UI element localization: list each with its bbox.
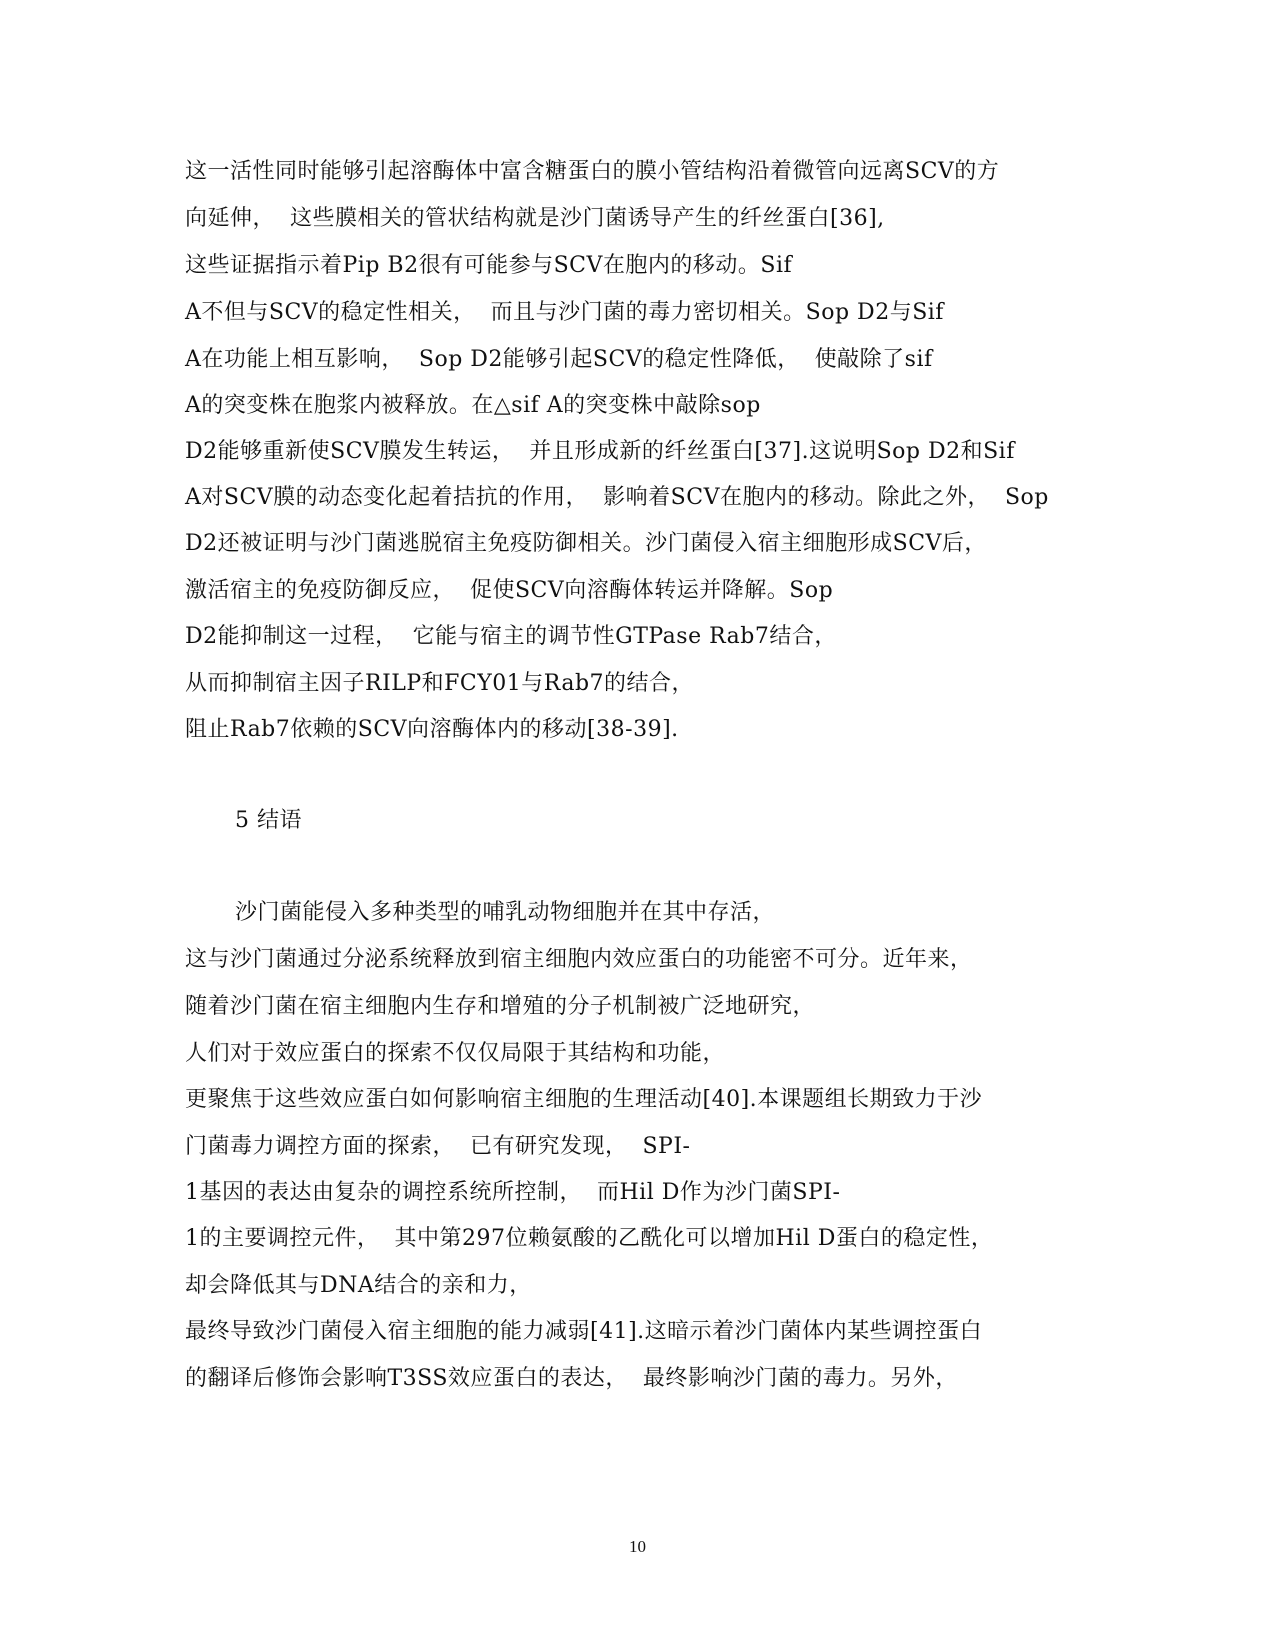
text-line: 随着沙门菌在宿主细胞内生存和增殖的分子机制被广泛地研究，	[185, 994, 816, 1019]
text-line: D2能够重新使SCV膜发生转运， 并且形成新的纤丝蛋白[37].这说明Sop D2和Sif	[185, 439, 1015, 464]
text-line: 门菌毒力调控方面的探索， 已有研究发现， SPI-	[185, 1134, 691, 1159]
text-line: 激活宿主的免疫防御反应， 促使SCV向溶酶体转运并降解。Sop	[185, 578, 834, 603]
text-line: A在功能上相互影响， Sop D2能够引起SCV的稳定性降低， 使敲除了sif	[185, 347, 933, 372]
text-line: 却会降低其与DNA结合的亲和力，	[185, 1273, 532, 1298]
text-line: D2还被证明与沙门菌逃脱宿主免疫防御相关。沙门菌侵入宿主细胞形成SCV后，	[185, 531, 987, 556]
text-line: 最终导致沙门菌侵入宿主细胞的能力减弱[41].这暗示着沙门菌体内某些调控蛋白	[185, 1319, 983, 1344]
text-line: 1基因的表达由复杂的调控系统所控制， 而Hil D作为沙门菌SPI-	[185, 1180, 841, 1205]
text-line: 这些证据指示着Pip B2很有可能参与SCV在胞内的移动。Sif	[185, 253, 793, 278]
page-number: 10	[629, 1537, 646, 1556]
text-line: 从而抑制宿主因子RILP和FCY01与Rab7的结合，	[185, 671, 695, 696]
text-line: 1的主要调控元件， 其中第297位赖氨酸的乙酰化可以增加Hil D蛋白的稳定性，	[185, 1226, 994, 1251]
text-line: A对SCV膜的动态变化起着拮抗的作用， 影响着SCV在胞内的移动。除此之外， Sop	[185, 485, 1049, 510]
text-line: 沙门菌能侵入多种类型的哺乳动物细胞并在其中存活，	[235, 900, 776, 925]
text-line: 向延伸， 这些膜相关的管状结构就是沙门菌诱导产生的纤丝蛋白[36],	[185, 206, 885, 231]
text-line: 这一活性同时能够引起溶酶体中富含糖蛋白的膜小管结构沿着微管向远离SCV的方	[185, 159, 1000, 184]
text-line: A的突变株在胞浆内被释放。在△sif A的突变株中敲除sop	[185, 393, 761, 418]
text-line: D2能抑制这一过程， 它能与宿主的调节性GTPase Rab7结合，	[185, 624, 837, 649]
text-line: A不但与SCV的稳定性相关， 而且与沙门菌的毒力密切相关。Sop D2与Sif	[185, 300, 944, 325]
text-line: 的翻译后修饰会影响T3SS效应蛋白的表达， 最终影响沙门菌的毒力。另外，	[185, 1366, 958, 1391]
text-line: 这与沙门菌通过分泌系统释放到宿主细胞内效应蛋白的功能密不可分。近年来，	[185, 947, 973, 972]
text-line: 更聚焦于这些效应蛋白如何影响宿主细胞的生理活动[40].本课题组长期致力于沙	[185, 1087, 983, 1112]
text-line: 人们对于效应蛋白的探索不仅仅局限于其结构和功能，	[185, 1041, 726, 1066]
text-line: 阻止Rab7依赖的SCV向溶酶体内的移动[38-39].	[185, 717, 679, 742]
section-heading: 5 结语	[235, 808, 302, 833]
